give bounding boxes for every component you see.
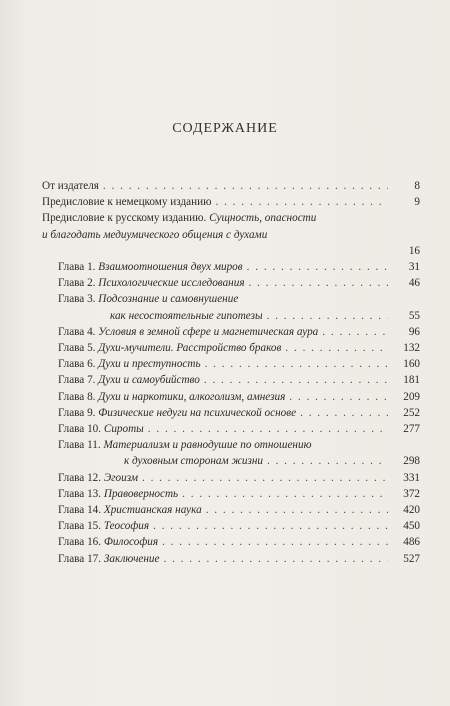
toc-title: Взаимоотношения двух миров: [98, 261, 243, 274]
leader-dots: [205, 356, 388, 372]
leader-dots: [267, 308, 388, 324]
toc-entry: [42, 437, 420, 469]
toc-title: Духи и наркотики, алкоголизм, амнезия: [98, 390, 286, 403]
toc-entry: [42, 534, 420, 550]
leader-dots: [206, 502, 388, 518]
page-number: 420: [403, 504, 420, 517]
toc-label: Предисловие к русскому изданию.: [42, 212, 207, 225]
leader-dots: [148, 421, 388, 437]
toc-title: Сущность, опасности: [209, 212, 317, 225]
toc-label: Глава 10.: [58, 423, 102, 436]
page-number: 252: [403, 406, 420, 419]
page-number: 331: [403, 471, 420, 484]
page-number: 372: [403, 487, 420, 500]
leader-dots: [163, 551, 388, 567]
leader-dots: [162, 534, 388, 550]
page-title: СОДЕРЖАНИЕ: [172, 121, 278, 136]
leader-dots: [285, 340, 388, 356]
leader-dots: [142, 470, 388, 486]
page-number: 16: [408, 244, 420, 257]
page-number: 209: [403, 390, 420, 403]
toc-title: Эгоизм: [103, 471, 138, 484]
toc-label: Глава 7.: [58, 374, 96, 387]
leader-dots: [204, 372, 388, 388]
toc-title: Христианская наука: [103, 504, 202, 517]
page-number: 277: [403, 423, 420, 436]
toc-entry: [42, 389, 420, 405]
toc-entry: [42, 210, 420, 259]
leader-dots: [267, 453, 388, 469]
toc-entry: [42, 486, 420, 502]
toc-title: Теософия: [103, 520, 150, 533]
toc-label: Предисловие к немецкому изданию: [42, 196, 212, 209]
leader-dots: [289, 389, 388, 405]
toc-entry: [42, 194, 420, 210]
page-number: 450: [403, 520, 420, 533]
toc-entry: [42, 470, 420, 486]
toc-label: Глава 6.: [58, 358, 96, 371]
toc-entry: [42, 178, 420, 194]
toc-label: Глава 8.: [58, 390, 96, 403]
toc-title: как несостоятельные гипотезы: [110, 309, 263, 322]
toc-label: Глава 12.: [58, 471, 102, 484]
toc-entry: [42, 551, 420, 567]
toc-label: От издателя: [42, 180, 99, 192]
page-number: 31: [408, 261, 420, 274]
toc-label: Глава 16.: [58, 536, 102, 549]
toc-label: Глава 14.: [58, 504, 102, 517]
toc-entry: [42, 405, 420, 421]
page-number: 486: [403, 536, 420, 549]
toc-title: Материализм и равнодушие по отношению: [103, 439, 312, 452]
toc-entry: [42, 518, 420, 534]
page-number: 46: [408, 277, 420, 290]
toc-label: Глава 13.: [58, 487, 102, 500]
toc-entry: [42, 372, 420, 388]
page-number: 55: [408, 309, 420, 322]
toc-entry: [42, 275, 420, 291]
toc-title: к духовным сторонам жизни: [124, 455, 263, 468]
leader-dots: [322, 324, 388, 340]
toc-entry: [42, 421, 420, 437]
toc-title: Духи и самоубийство: [98, 374, 200, 387]
toc-title: Психологические исследования: [98, 277, 245, 290]
leader-dots: [182, 486, 388, 502]
toc-label: Глава 3.: [58, 293, 96, 306]
page-number: 8: [414, 180, 420, 192]
toc-label: Глава 4.: [58, 325, 96, 338]
page-number: 96: [408, 325, 420, 338]
page-number: 527: [403, 552, 420, 565]
toc-label: Глава 17.: [58, 552, 102, 565]
toc-title: Физические недуги на психической основе: [98, 406, 297, 419]
leader-dots: [300, 405, 388, 421]
toc-title: и благодать медиумического общения с духами: [42, 228, 268, 241]
toc-title: Заключение: [103, 552, 160, 565]
toc-label: Глава 1.: [58, 261, 96, 274]
toc-entry: [42, 356, 420, 372]
toc-title: Духи и преступность: [98, 358, 201, 371]
toc-entry: [42, 291, 420, 323]
page-number: 181: [403, 374, 420, 387]
page-number: 160: [403, 358, 420, 371]
leader-dots: [215, 194, 388, 210]
page-number: 9: [414, 196, 420, 209]
toc-title: Правоверность: [103, 487, 179, 500]
toc-label: Глава 9.: [58, 406, 96, 419]
leader-dots: [247, 259, 388, 275]
toc-title: Условия в земной сфере и магнетическая аура: [98, 325, 319, 338]
toc-label: Глава 11.: [58, 439, 101, 452]
leader-dots: [103, 178, 388, 194]
toc-title: Сироты: [103, 423, 144, 436]
leader-dots: [249, 275, 388, 291]
toc-title: Духи-мучители. Расстройство браков: [98, 342, 282, 355]
page-number: 298: [403, 455, 420, 468]
toc-label: Глава 5.: [58, 342, 96, 355]
toc-title: Философия: [103, 536, 159, 549]
toc-entry: [42, 324, 420, 340]
toc-entry: [42, 340, 420, 356]
toc-entry: [42, 502, 420, 518]
page-number: 132: [403, 342, 420, 355]
toc-label: Глава 15.: [58, 520, 102, 533]
toc-title: Подсознание и самовнушение: [98, 293, 239, 306]
table-of-contents: [42, 178, 420, 567]
toc-label: Глава 2.: [58, 277, 96, 290]
leader-dots: [153, 518, 388, 534]
toc-entry: [42, 259, 420, 275]
